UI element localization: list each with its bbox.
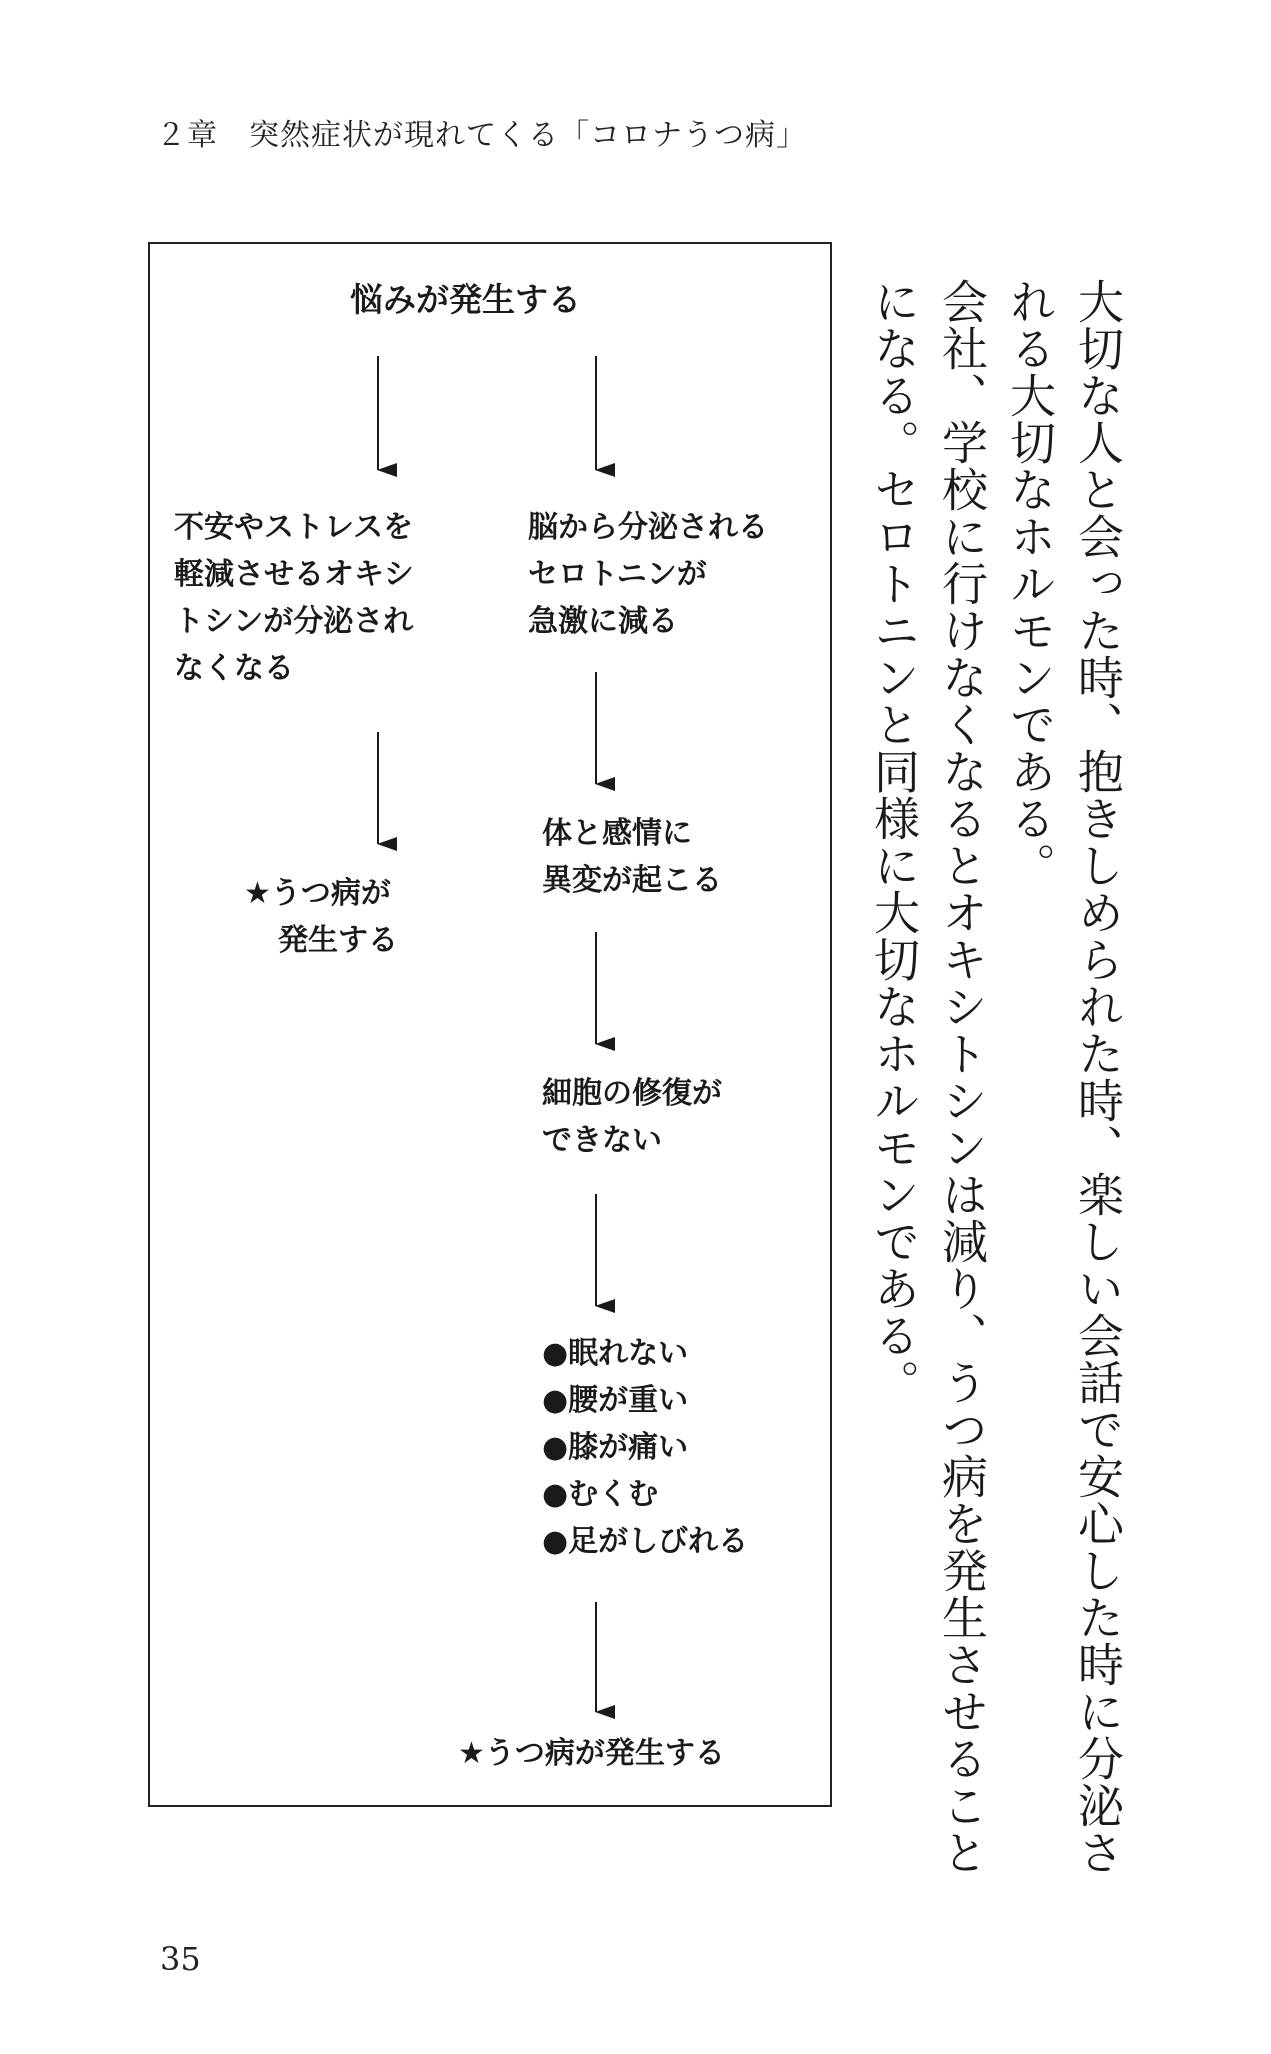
left-result-line: 発生する <box>278 923 398 958</box>
left-step-line: 軽減させるオキシ <box>174 557 414 592</box>
right-step3-line: 細胞の修復が <box>542 1076 722 1111</box>
left-step-line: トシンが分泌され <box>174 604 414 639</box>
body-text-column: れる大切なホルモンである。 <box>1003 278 1057 889</box>
body-text-column: 大切な人と会った時、抱きしめられた時、楽しい会話で安心した時に分泌さ <box>1071 278 1125 1876</box>
right-step-cell-repair <box>542 1070 722 1164</box>
running-header: ２章 突然症状が現れてくる「コロナうつ病」 <box>156 118 807 153</box>
body-text-column: になる。セロトニンと同様に大切なホルモンである。 <box>867 278 921 1406</box>
flowchart-box <box>148 242 832 1807</box>
right-result-depression: ★うつ病が発生する <box>458 1736 725 1771</box>
right-step-body-mind <box>542 810 722 904</box>
right-step3-line: できない <box>542 1123 662 1158</box>
left-result-depression <box>244 870 398 964</box>
symptom-item: ●眠れない <box>542 1336 689 1371</box>
left-result-line: ★うつ病が <box>244 876 391 911</box>
symptom-item: ●腰が重い <box>542 1383 689 1418</box>
right-step-serotonin <box>528 504 768 645</box>
left-step-oxytocin <box>174 504 414 692</box>
page-number: 35 <box>160 1940 201 1978</box>
right-step2-line: 体と感情に <box>542 816 692 851</box>
symptom-item: ●むくむ <box>542 1477 659 1512</box>
left-step-line: なくなる <box>174 651 294 686</box>
body-text-column: 会社、学校に行けなくなるとオキシトシンは減り、うつ病を発生させること <box>935 278 989 1876</box>
right-step2-line: 異変が起こる <box>542 863 722 898</box>
right-step1-line: 脳から分泌される <box>528 510 768 545</box>
right-step1-line: セロトニンが <box>528 557 707 592</box>
flowchart-title: 悩みが発生する <box>350 280 581 319</box>
symptom-item: ●膝が痛い <box>542 1430 689 1465</box>
symptom-list <box>542 1330 748 1565</box>
right-step1-line: 急激に減る <box>528 604 678 639</box>
symptom-item: ●足がしびれる <box>542 1524 749 1559</box>
left-step-line: 不安やストレスを <box>174 510 414 545</box>
